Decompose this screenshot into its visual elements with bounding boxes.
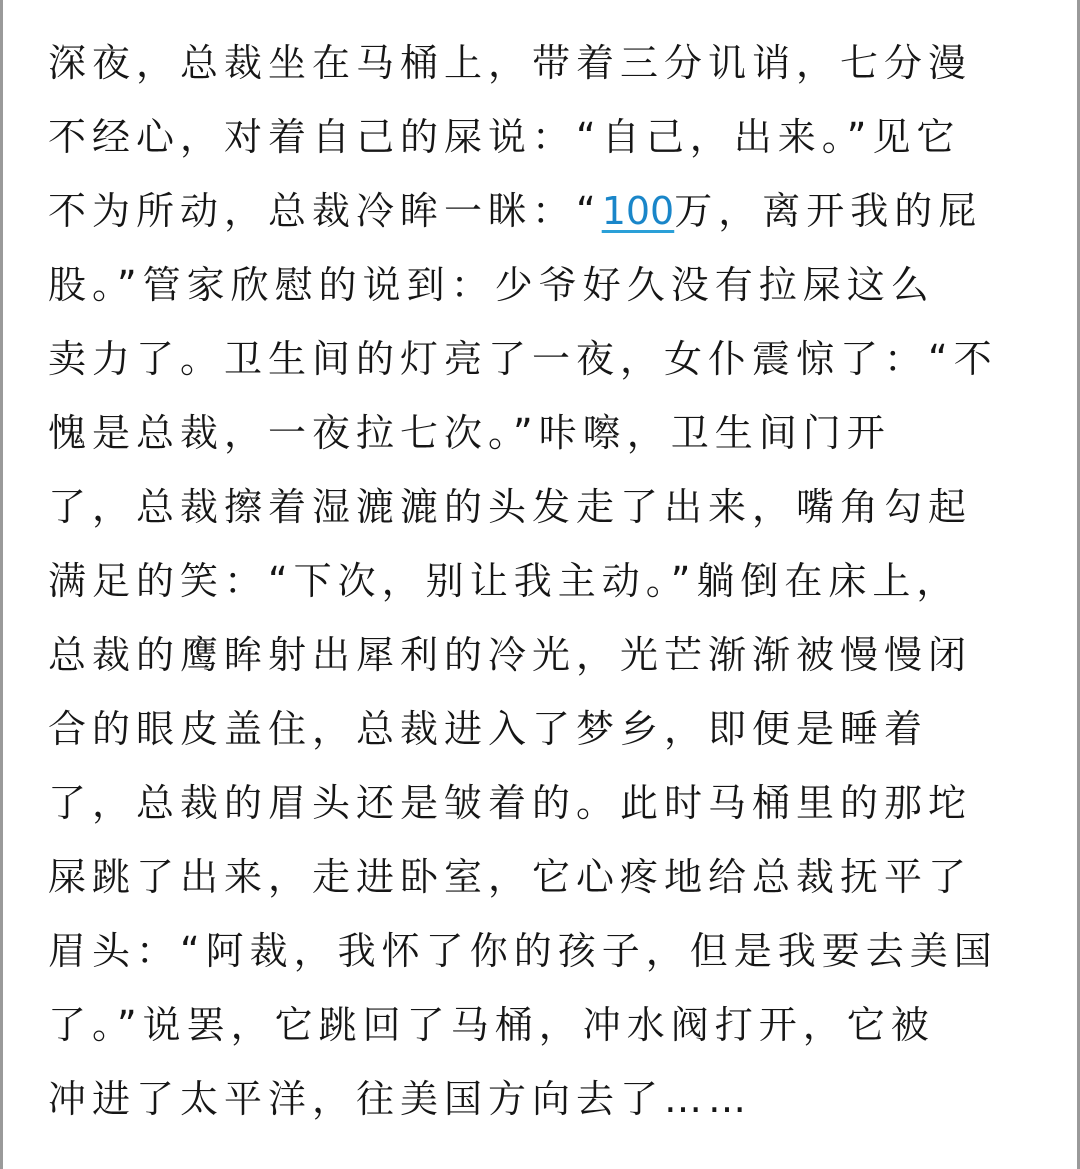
- text-line-15: 冲进了太平洋，往美国方向去了……: [48, 1077, 753, 1121]
- text-line-8: 满足的笑：“下次，别让我主动。”躺倒在床上，: [48, 559, 961, 603]
- text-line-5: 卖力了。卫生间的灯亮了一夜，女仆震惊了：“不: [48, 337, 998, 381]
- text-line-12: 屎跳了出来，走进卧室，它心疼地给总裁抚平了: [48, 855, 973, 899]
- text-line-1: 深夜，总裁坐在马桶上，带着三分讥诮，七分漫: [48, 41, 973, 85]
- text-line-3-after: 万，离开我的屁: [674, 189, 983, 233]
- text-line-14: 了。”说罢，它跳回了马桶，冲水阀打开，它被: [48, 1003, 935, 1047]
- text-line-13: 眉头：“阿裁，我怀了你的孩子，但是我要去美国: [48, 929, 998, 973]
- text-line-2: 不经心，对着自己的屎说：“自己，出来。”见它: [48, 115, 961, 159]
- text-line-3-before: 不为所动，总裁冷眸一眯：“: [48, 189, 602, 233]
- text-line-3: [48, 174, 1008, 248]
- text-line-4: 股。”管家欣慰的说到：少爷好久没有拉屎这么: [48, 263, 935, 307]
- text-line-6: 愧是总裁，一夜拉七次。”咔嚓，卫生间门开: [48, 411, 891, 455]
- story-text: [48, 26, 1008, 1136]
- page-left-edge: [0, 0, 3, 1169]
- number-link[interactable]: 100: [601, 189, 675, 233]
- text-line-10: 合的眼皮盖住，总裁进入了梦乡，即便是睡着: [48, 707, 929, 751]
- text-line-11: 了，总裁的眉头还是皱着的。此时马桶里的那坨: [48, 781, 973, 825]
- text-line-7: 了，总裁擦着湿漉漉的头发走了出来，嘴角勾起: [48, 485, 973, 529]
- text-line-9: 总裁的鹰眸射出犀利的冷光，光芒渐渐被慢慢闭: [48, 633, 973, 677]
